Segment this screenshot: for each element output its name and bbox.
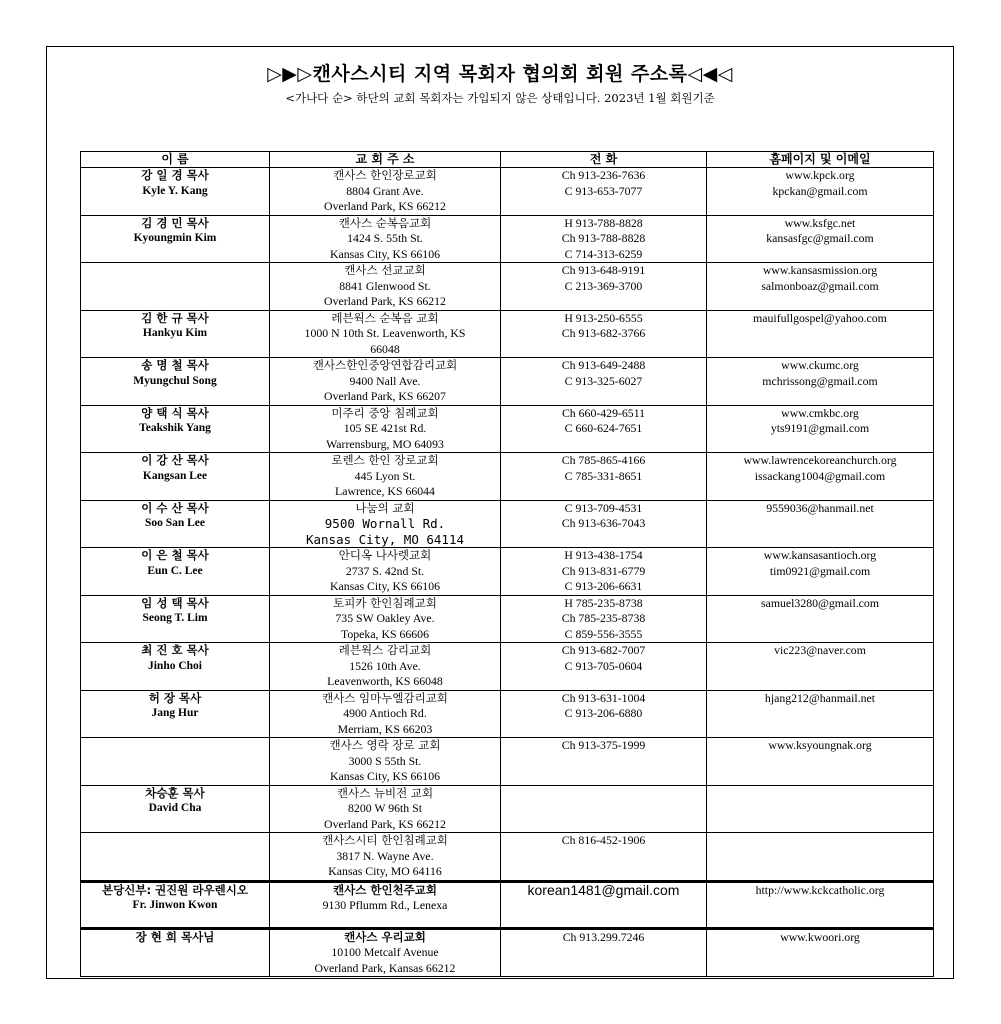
table-row	[81, 215, 934, 263]
pastor-name-korean: 본당신부: 권진원 라우렌시오	[102, 882, 248, 897]
pastor-name-english: Kangsan Lee	[142, 469, 208, 482]
cell-phone	[501, 785, 707, 833]
cell-phone	[501, 310, 707, 358]
web-or-email[interactable]: www.kwoori.org	[780, 929, 860, 944]
web-or-email[interactable]: www.ksyoungnak.org	[768, 738, 872, 752]
church-address-line: Overland Park, Kansas 66212	[314, 960, 456, 975]
church-address-line: Kansas City, MO 64116	[328, 864, 442, 878]
cell-web	[707, 405, 934, 453]
phone-number: C 714-313-6259	[564, 246, 643, 261]
cell-phone	[501, 643, 707, 691]
web-or-email[interactable]: kpckan@gmail.com	[772, 183, 868, 198]
pastor-name-korean: 이 은 철 목사	[141, 548, 209, 562]
pastor-name-english: Fr. Jinwon Kwon	[132, 899, 218, 911]
church-name: 레븐웍스 감리교회	[338, 643, 432, 657]
church-address-line: Overland Park, KS 66212	[324, 816, 446, 831]
phone-number: C 913-653-7077	[564, 183, 643, 198]
cell-web	[707, 785, 934, 833]
church-address-line: Kansas City, KS 66106	[330, 246, 440, 261]
cell-web	[707, 643, 934, 691]
cell-church	[270, 785, 501, 833]
church-address-line: Leavenworth, KS 66048	[327, 674, 443, 688]
cell-web	[707, 595, 934, 643]
web-or-email[interactable]: www.lawrencekoreanchurch.org	[743, 453, 897, 467]
church-address-line: 3817 N. Wayne Ave.	[336, 848, 434, 863]
church-address-line: 9500 Wornall Rd.	[324, 516, 446, 531]
table-row	[81, 500, 934, 548]
cell-web	[707, 500, 934, 548]
cell-phone	[501, 168, 707, 216]
page-subtitle: <가나다 순> 하단의 교회 목회자는 가입되지 않은 상태입니다. 2023년 1월 회원기준	[285, 91, 715, 105]
web-or-email[interactable]: http://www.kckcatholic.org	[755, 882, 885, 897]
phone-number: C 913-206-6880	[564, 706, 643, 720]
pastor-name-english: Jinho Choi	[147, 659, 202, 672]
cell-phone	[501, 548, 707, 596]
church-address-line: 1424 S. 55th St.	[347, 231, 423, 245]
cell-web	[707, 833, 934, 882]
cell-phone	[501, 215, 707, 263]
phone-number: H 913-438-1754	[564, 548, 643, 562]
church-name: 캔사스한인중앙연합감리교회	[312, 358, 458, 372]
church-name: 미주리 중앙 침례교회	[331, 405, 439, 420]
church-address-line: 105 SE 421st Rd.	[343, 421, 427, 435]
cell-church	[270, 358, 501, 406]
church-name: 토피카 한인침례교회	[333, 595, 437, 610]
church-address-line: 9400 Nall Ave.	[349, 373, 421, 388]
church-name: 캔사스 한인천주교회	[333, 882, 437, 897]
church-address-line: 8804 Grant Ave.	[346, 183, 424, 198]
cell-name	[81, 310, 270, 358]
church-address-line: Kansas City, KS 66106	[330, 579, 440, 593]
pastor-name-korean: 임 성 택 목사	[141, 595, 209, 610]
pastor-name-english: Teakshik Yang	[139, 422, 211, 434]
cell-name	[81, 500, 270, 548]
church-address-line: 8841 Glenwood St.	[339, 278, 431, 293]
phone-number: Ch 913-682-3766	[561, 326, 646, 340]
cell-name	[81, 358, 270, 406]
cell-web	[707, 881, 934, 928]
cell-church	[270, 168, 501, 216]
cell-web	[707, 738, 934, 786]
church-address-line: 4900 Antioch Rd.	[343, 706, 427, 720]
table-row	[81, 263, 934, 311]
phone-number: Ch 785-235-8738	[561, 611, 646, 625]
pastor-name-english: Myungchul Song	[133, 374, 217, 387]
email-address: korean1481@gmail.com	[527, 881, 680, 898]
phone-number: C 660-624-7651	[564, 421, 643, 435]
table-row	[81, 690, 934, 738]
table-row	[81, 168, 934, 216]
phone-number: C 913-705-0604	[564, 658, 643, 673]
phone-number: Ch 816-452-1906	[561, 833, 646, 847]
church-name: 안디옥 나사렛교회	[338, 548, 432, 562]
cell-phone	[501, 405, 707, 453]
church-name: 로렌스 한인 장로교회	[331, 453, 439, 467]
cell-name	[81, 690, 270, 738]
phone-number: Ch 913-236-7636	[561, 168, 646, 182]
church-address-line: 66048	[370, 341, 400, 356]
cell-church	[270, 500, 501, 548]
cell-name	[81, 643, 270, 691]
cell-phone	[501, 928, 707, 977]
table-row	[81, 310, 934, 358]
cell-phone	[501, 358, 707, 406]
table-row	[81, 833, 934, 882]
church-name: 캔사스 한인장로교회	[333, 168, 437, 182]
cell-church	[270, 453, 501, 501]
cell-church	[270, 833, 501, 882]
cell-web	[707, 310, 934, 358]
table-row	[81, 405, 934, 453]
phone-number: Ch 913.299.7246	[562, 929, 645, 944]
cell-name	[81, 215, 270, 263]
web-or-email[interactable]: 9559036@hanmail.net	[766, 500, 874, 515]
web-or-email[interactable]: www.ksfgc.net	[784, 215, 856, 230]
phone-number: Ch 913-649-2488	[561, 358, 646, 372]
web-or-email[interactable]: www.kansasmission.org	[762, 263, 878, 277]
cell-name	[81, 405, 270, 453]
header-church: 교 회 주 소	[270, 152, 501, 168]
phone-number: C 213-369-3700	[564, 278, 643, 293]
web-or-email[interactable]: tim0921@gmail.com	[769, 563, 871, 578]
cell-name	[81, 548, 270, 596]
cell-web	[707, 928, 934, 977]
page-title: ▷▶▷캔사스시티 지역 목회자 협의회 회원 주소록◁◀◁	[267, 63, 733, 85]
phone-number: Ch 660-429-6511	[561, 405, 646, 420]
cell-church	[270, 595, 501, 643]
phone-number: Ch 913-636-7043	[561, 516, 646, 530]
cell-name	[81, 738, 270, 786]
phone-number: H 785-235-8738	[564, 595, 643, 610]
cell-church	[270, 643, 501, 691]
cell-name	[81, 168, 270, 216]
web-or-email[interactable]: www.cmkbc.org	[781, 405, 859, 420]
church-name: 캔사스 영락 장로 교회	[329, 738, 441, 752]
cell-web	[707, 263, 934, 311]
cell-name	[81, 833, 270, 882]
church-address-line: Overland Park, KS 66207	[324, 389, 446, 403]
phone-number: H 913-250-6555	[564, 310, 643, 325]
cell-church	[270, 690, 501, 738]
church-address-line: 2737 S. 42nd St.	[345, 563, 425, 578]
web-or-email[interactable]: kansasfgc@gmail.com	[766, 231, 874, 245]
pastor-name-korean: 허 장 목사	[148, 690, 202, 705]
church-name: 캔사스 임마누엘감리교회	[322, 690, 448, 705]
church-address-line: 445 Lyon St.	[354, 468, 416, 483]
cell-church	[270, 738, 501, 786]
church-address-line: 1526 10th Ave.	[349, 658, 421, 673]
cell-web	[707, 453, 934, 501]
church-address-line: 3000 S 55th St.	[348, 753, 422, 768]
cell-name	[81, 263, 270, 311]
table-row	[81, 785, 934, 833]
pastor-name-english: Kyle Y. Kang	[142, 184, 208, 197]
cell-name	[81, 928, 270, 977]
cell-name	[81, 595, 270, 643]
table-row	[81, 643, 934, 691]
cell-web	[707, 548, 934, 596]
phone-number: C 913-325-6027	[564, 373, 643, 388]
phone-number: Ch 913-788-8828	[561, 231, 646, 245]
church-address-line: Warrensburg, MO 64093	[326, 436, 444, 451]
pastor-name-korean: 강 일 경 목사	[141, 168, 209, 182]
cell-web	[707, 358, 934, 406]
web-or-email[interactable]: www.kansasantioch.org	[763, 548, 877, 562]
pastor-name-korean: 송 명 철 목사	[141, 358, 209, 372]
cell-church	[270, 928, 501, 977]
phone-number: Ch 785-865-4166	[561, 453, 646, 467]
church-address-line: 8200 W 96th St	[348, 801, 422, 815]
cell-church	[270, 881, 501, 928]
table-row	[81, 358, 934, 406]
cell-church	[270, 405, 501, 453]
church-address-line: Merriam, KS 66203	[337, 721, 433, 736]
cell-church	[270, 310, 501, 358]
pastor-name-english: Jang Hur	[151, 707, 199, 719]
phone-number: Ch 913-831-6779	[561, 563, 646, 578]
church-name: 나눔의 교회	[355, 500, 415, 515]
phone-number: Ch 913-682-7007	[561, 643, 646, 657]
pastor-name-english: Hankyu Kim	[142, 327, 208, 339]
cell-phone	[501, 738, 707, 786]
cell-phone	[501, 263, 707, 311]
web-or-email[interactable]: yts9191@gmail.com	[770, 421, 870, 435]
cell-phone	[501, 453, 707, 501]
pastor-name-korean: 차승훈 목사	[145, 785, 205, 800]
pastor-name-korean: 양 택 식 목사	[141, 405, 209, 420]
church-address-line: Overland Park, KS 66212	[324, 199, 446, 213]
cell-phone	[501, 595, 707, 643]
table-header-row	[81, 152, 934, 168]
pastor-name-korean: 최 진 호 목사	[141, 643, 209, 657]
web-or-email[interactable]: vic223@naver.com	[774, 643, 866, 657]
pastor-name-english: David Cha	[148, 802, 202, 814]
web-or-email[interactable]: mauifullgospel@yahoo.com	[753, 310, 887, 325]
phone-number: Ch 913-631-1004	[561, 690, 646, 705]
web-or-email[interactable]: issackang1004@gmail.com	[754, 468, 886, 483]
table-row	[81, 548, 934, 596]
church-name: 캔사스 선교교회	[344, 263, 426, 277]
church-address-line: Overland Park, KS 66212	[324, 294, 446, 308]
phone-number: C 785-331-8651	[564, 468, 643, 483]
pastor-name-english: Seong T. Lim	[142, 612, 208, 624]
directory-table	[80, 151, 934, 977]
church-address-line: 9130 Pflumm Rd., Lenexa	[322, 898, 448, 912]
phone-number: C 913-206-6631	[564, 579, 643, 593]
church-name: 캔사스 우리교회	[344, 929, 426, 944]
web-or-email[interactable]: www.kpck.org	[785, 168, 855, 182]
cell-church	[270, 548, 501, 596]
cell-phone	[501, 690, 707, 738]
church-address-line: Topeka, KS 66606	[341, 626, 429, 641]
header-name: 이 름	[81, 152, 270, 168]
web-or-email[interactable]: www.ckumc.org	[781, 358, 859, 372]
phone-number: Ch 913-375-1999	[561, 738, 646, 752]
table-row	[81, 928, 934, 977]
pastor-name-korean: 이 수 산 목사	[141, 500, 209, 515]
pastor-name-english: Soo San Lee	[144, 517, 206, 529]
cell-phone	[501, 500, 707, 548]
pastor-name-korean: 이 강 산 목사	[141, 453, 209, 467]
cell-name	[81, 881, 270, 928]
table-row	[81, 881, 934, 928]
header-web: 홈페이지 및 이메일	[707, 152, 934, 168]
cell-web	[707, 168, 934, 216]
church-name: 캔사스 뉴비전 교회	[336, 785, 434, 800]
phone-number: H 913-788-8828	[564, 215, 643, 230]
church-name: 캔사스 순복음교회	[338, 215, 432, 230]
web-or-email[interactable]: hjang212@hanmail.net	[764, 690, 876, 705]
church-address-line: 10100 Metcalf Avenue	[331, 945, 439, 959]
pastor-name-english: Kyoungmin Kim	[133, 232, 217, 244]
phone-number: C 859-556-3555	[564, 626, 643, 641]
pastor-name-english: Eun C. Lee	[147, 564, 203, 577]
cell-phone	[501, 833, 707, 882]
table-row	[81, 595, 934, 643]
table-row	[81, 453, 934, 501]
church-name: 레븐웍스 순복음 교회	[331, 310, 439, 325]
church-address-line: Lawrence, KS 66044	[335, 484, 435, 498]
church-address-line: 735 SW Oakley Ave.	[335, 611, 435, 625]
pastor-name-korean: 장 현 희 목사님	[135, 929, 215, 944]
pastor-name-korean: 김 경 민 목사	[141, 215, 209, 230]
cell-web	[707, 215, 934, 263]
church-address-line: Kansas City, MO 64114	[305, 531, 465, 547]
cell-phone	[501, 881, 707, 928]
pastor-name-korean: 김 한 규 목사	[141, 310, 209, 325]
table-row	[81, 738, 934, 786]
phone-number: C 913-709-4531	[564, 500, 643, 515]
table-body	[81, 168, 934, 977]
church-address-line: Kansas City, KS 66106	[330, 769, 440, 783]
cell-name	[81, 453, 270, 501]
cell-name	[81, 785, 270, 833]
cell-church	[270, 263, 501, 311]
web-or-email[interactable]: mchrissong@gmail.com	[762, 373, 878, 388]
web-or-email[interactable]: salmonboaz@gmail.com	[761, 278, 879, 293]
church-name: 캔사스시티 한인침례교회	[322, 833, 448, 847]
web-or-email[interactable]: samuel3280@gmail.com	[761, 595, 879, 610]
header-phone: 전 화	[501, 152, 707, 168]
church-address-line: 1000 N 10th St. Leavenworth, KS	[304, 326, 466, 340]
phone-number: Ch 913-648-9191	[561, 263, 646, 277]
cell-church	[270, 215, 501, 263]
cell-web	[707, 690, 934, 738]
